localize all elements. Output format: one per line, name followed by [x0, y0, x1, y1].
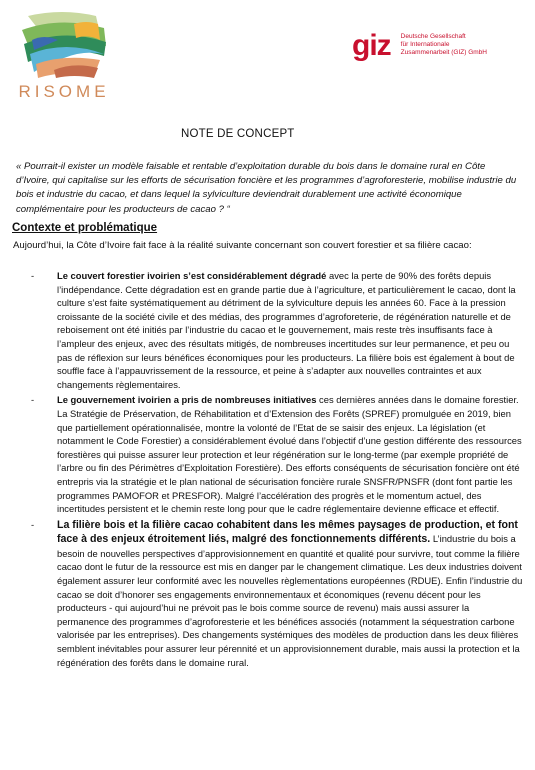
list-item: [33, 393, 523, 515]
section-heading: Contexte et problématique: [12, 222, 158, 234]
giz-logo: [352, 29, 487, 62]
bullet-dash: -: [31, 270, 35, 281]
bullet-text: L’industrie du bois a besoin de nouvelles perspectives d’approvisionnement en quantité et qualité pour survivre, tout comme la filière cacao dont le futur de la ressource est mis en danger par le changement climatique. Les deux industries doivent également assurer leur conformité avec les nouvelles règlementations européennes (RDUE). Enfin l’industrie du cacao se doit d’honorer ses engagements environnementaux et économiques (revenu décent pour les producteurs - qui aujourd’hui ne prévoit pas le bois comme source de revenu) mais aussi assurer la permanence des programmes d’agroforesterie et les bénéfices associés (notamment la séquestration carbone valorisée par les entreprises). Des changements systémiques des modèles de production dans les deux filières semblent inévitables pour assurer leur pérennité et un approvisionnement durable, mais aussi la protection et la régénération des forêts dans le domaine rural.: [57, 533, 523, 668]
document-title: NOTE DE CONCEPT: [181, 128, 295, 140]
list-item: [33, 269, 523, 391]
list-item: [33, 518, 523, 670]
bullet-lead: Le couvert forestier ivoirien s’est considérablement dégradé: [57, 270, 327, 281]
bullet-dash: -: [31, 518, 35, 530]
bullet-dash: -: [31, 394, 35, 406]
bullet-lead: La filière bois et la filière cacao cohabitent dans les mêmes paysages de production, et font face à des enjeux étroitement liés, malgré des fonctionnements différents.: [57, 518, 518, 546]
bullet-lead: Le gouvernement ivoirien a pris de nombreuses initiatives: [57, 394, 317, 406]
giz-mark: giz: [352, 29, 391, 62]
giz-org-name: [401, 33, 487, 57]
giz-line: Zusammenarbeit (GIZ) GmbH: [400, 49, 487, 56]
giz-line: Deutsche Gesellschaft: [400, 33, 466, 40]
giz-line: für Internationale: [400, 41, 450, 48]
risome-wordmark: RISOME: [18, 82, 110, 101]
bullet-text: ces dernières années dans le domaine forestier. La Stratégie de Préservation, de Réhabilitation et d’Extension des Forêts (SPREF) promulguée en 2019, bien que partiellement opérationnalisée, montre la volonté de l’Etat de se saisir des enjeux. La législation (et notamment le Code Forestier) a considérablement évolué dans l’objectif d’une gestion différente des ressources forestières qui puisse assurer leur protection et leur régénération sur le long-terme (par exemple propriété de l’arbre ou fin des Périmètres d’Exploitation Forestière). Des efforts conséquents de sécurisation foncière ont été entrepris via la stratégie et le plan national de sécurisation foncière rurale SNSFR/PNSFR (dont font partie les programmes PAMOFOR et PRESFOR). Malgré l’accélération des progrès et le momentum actuel, des incertitudes persistent et le chemin reste long pour que le cadre réglementaire devienne efficace et effectif.: [57, 394, 522, 515]
bullet-list: [33, 269, 523, 671]
risome-landscape-icon: [14, 10, 114, 80]
bullet-text: avec la perte de 90% des forêts depuis l’indépendance. Cette dégradation est en grande partie due à l’agriculture, et particulièrement le cacao, dont la culture s’est faite systématiquement au détriment de la sylviculture depuis les années 60. Face à la pression croissante de la société civile et des médias, des programmes d’agroforeterie, de régénération naturelle et de reboisement ont été initiés par l’industrie du cacao et le gouvernement, mais reste très insuffisants face à l’ampleur des enjeux, avec des résultats mitigés, de nombreuses incertitudes sur leur permanence, et peu ou pas de réflexion sur leurs bénéfices économiques pour les producteurs. La filière bois est également à bout de souffle face à l’appauvrissement de la ressource, et peine à s’adapter aux nouvelles contraintes et aux changements règlementaires.: [57, 270, 516, 390]
intro-paragraph: Aujourd’hui, la Côte d’Ivoire fait face à la réalité suivante concernant son couvert forestier et sa filière cacao:: [13, 240, 472, 251]
risome-logo: [14, 10, 114, 102]
concept-question: « Pourrait-il exister un modèle faisable et rentable d’exploitation durable du bois dans le domaine rural en Côte d’Ivoire, qui capitalise sur les efforts de sécurisation foncière et les programmes d’agroforesterie, mobilise industrie du bois et industrie du cacao, et dans lequel la sylviculture deviendrait durablement une activité économique complémentaire pour les producteurs de cacao ? “: [16, 161, 517, 215]
